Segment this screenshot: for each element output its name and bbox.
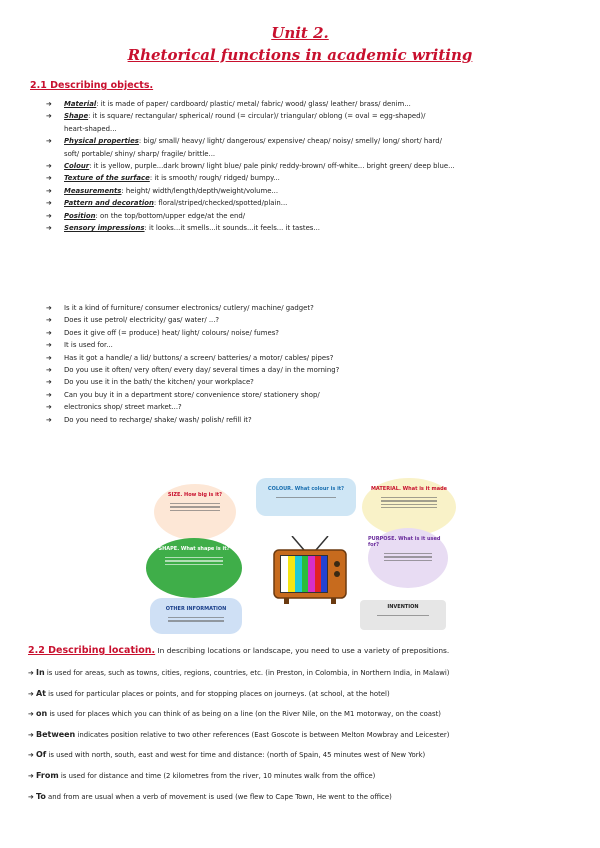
arrow-icon: ➔	[46, 403, 52, 412]
arrow-icon: ➔	[46, 353, 52, 362]
list-item	[28, 730, 583, 740]
arrow-icon: ➔	[46, 186, 52, 195]
purpose-bubble	[368, 528, 448, 588]
preposition-keyword: Between	[35, 729, 76, 739]
preposition-keyword: From	[35, 770, 59, 780]
arrow-icon: ➔	[46, 390, 52, 399]
arrow-icon: ➔	[28, 710, 36, 719]
list-item	[28, 668, 583, 678]
property-key: Pattern and decoration	[64, 199, 154, 208]
list-item	[46, 376, 576, 388]
arrow-icon: ➔	[46, 366, 52, 375]
question-text: electronics shop/ street market...?	[64, 403, 182, 412]
invention-label: INVENTION	[387, 604, 419, 610]
arrow-icon: ➔	[46, 415, 52, 424]
property-text: : big/ small/ heavy/ light/ dangerous/ expensive/ cheap/ noisy/ smelly/ long/ short/ hard/	[138, 137, 442, 146]
question-text: It is used for...	[64, 341, 113, 350]
arrow-icon: ➔	[46, 112, 52, 121]
preposition-text: is used for areas, such as towns, cities, regions, countries, etc. (in Preston, in Colombia, in Northern India, in Malawi)	[44, 669, 450, 677]
television-icon	[270, 536, 350, 606]
property-text: : floral/striped/checked/spotted/plain...	[153, 199, 288, 208]
arrow-icon: ➔	[28, 730, 36, 739]
describing-objects-diagram	[146, 476, 458, 634]
question-text: Do you need to recharge/ shake/ wash/ polish/ refill it?	[64, 415, 252, 424]
invention-bubble	[360, 600, 446, 630]
arrow-icon: ➔	[28, 771, 36, 780]
arrow-icon: ➔	[46, 100, 52, 108]
property-key: Texture of the surface	[64, 174, 150, 183]
section-heading-objects: 2.1 Describing objects.	[30, 80, 154, 91]
arrow-icon: ➔	[46, 341, 52, 350]
location-intro	[28, 645, 588, 656]
preposition-keyword: on	[35, 709, 48, 719]
question-text: Does it use petrol/ electricity/ gas/ water/ ...?	[64, 316, 220, 325]
list-item	[46, 185, 576, 197]
list-item	[46, 339, 576, 351]
colour-bubble	[256, 478, 356, 516]
arrow-icon: ➔	[28, 792, 36, 801]
property-text: : it is yellow, purple...dark brown/ light blue/ pale pink/ reddy-brown/ off-white... bright green/ deep blue...	[89, 162, 455, 171]
arrow-icon: ➔	[28, 689, 36, 698]
list-item	[28, 771, 583, 781]
preposition-keyword: To	[35, 791, 46, 801]
property-text: : it looks...it smells...it sounds...it feels... it tastes...	[144, 224, 320, 233]
object-properties-list	[46, 98, 576, 234]
material-label: MATERIAL. What is it made	[370, 486, 448, 492]
list-item	[46, 302, 576, 314]
list-item	[46, 135, 576, 147]
question-text: Can you buy it in a department store/ convenience store/ stationery shop/	[64, 390, 320, 399]
preposition-text: is used with north, south, east and west for time and distance: (north of Spain, 45 minutes west of New York)	[46, 751, 426, 760]
list-item	[28, 792, 583, 802]
other-info-label: OTHER INFORMATION	[165, 606, 227, 612]
property-key: Material	[64, 100, 97, 108]
preposition-text: is used for places which you can think of as being on a line (on the River Nile, on the M1 motorway, on the coast)	[47, 710, 441, 719]
property-text: heart-shaped...	[64, 124, 117, 133]
question-text: Do you use it often/ very often/ every day/ several times a day/ in the morning?	[64, 366, 340, 375]
preposition-keyword: In	[35, 668, 45, 677]
arrow-icon: ➔	[46, 378, 52, 387]
arrow-icon: ➔	[46, 174, 52, 183]
preposition-text: indicates position relative to two other references (East Goscote is between Melton Mowbray and Leicester)	[75, 730, 450, 739]
unit-subtitle: Rhetorical functions in academic writing	[127, 46, 473, 64]
question-text: Is it a kind of furniture/ consumer electronics/ cutlery/ machine/ gadget?	[64, 304, 314, 312]
property-key: Colour	[64, 162, 90, 171]
unit-title: Unit 2.	[271, 24, 329, 42]
questions-list	[46, 302, 576, 426]
location-intro-text: In describing locations or landscape, you need to use a variety of prepositions.	[155, 646, 450, 655]
list-item	[46, 389, 576, 401]
property-text: : it is smooth/ rough/ ridged/ bumpy...	[149, 174, 280, 183]
property-key: Measurements	[64, 186, 122, 195]
arrow-icon: ➔	[46, 328, 52, 337]
size-label: SIZE. How big is it?	[167, 492, 223, 498]
arrow-icon: ➔	[46, 137, 52, 146]
property-text: : it is made of paper/ cardboard/ plastic/ metal/ fabric/ wood/ glass/ leather/ brass/ denim...	[96, 100, 411, 108]
list-item	[28, 750, 583, 760]
section-heading-location: 2.2 Describing location.	[28, 645, 156, 656]
other-info-bubble	[150, 598, 242, 634]
question-text: Has it got a handle/ a lid/ buttons/ a screen/ batteries/ a motor/ cables/ pipes?	[64, 353, 334, 362]
shape-bubble	[146, 538, 242, 598]
list-item	[28, 689, 583, 699]
arrow-icon: ➔	[46, 162, 52, 171]
list-item	[46, 148, 576, 160]
shape-label: SHAPE. What shape is it?	[158, 546, 230, 552]
property-text: : height/ width/length/depth/weight/volume...	[121, 186, 279, 195]
arrow-icon: ➔	[46, 224, 52, 233]
property-key: Position	[64, 211, 96, 220]
list-item	[46, 123, 576, 135]
preposition-text: is used for distance and time (2 kilometres from the river, 10 minutes walk from the office)	[58, 771, 376, 780]
arrow-icon: ➔	[46, 211, 52, 220]
preposition-text: is used for particular places or points, and for stopping places on journeys. (at school, at the hotel)	[45, 689, 390, 698]
arrow-icon: ➔	[28, 669, 36, 677]
arrow-icon: ➔	[28, 751, 36, 760]
purpose-label: PURPOSE. What is it used for?	[368, 536, 441, 548]
list-item	[46, 401, 576, 413]
arrow-icon: ➔	[46, 199, 52, 208]
preposition-text: and from are usual when a verb of movement is used (we flew to Cape Town, He went to the office)	[45, 792, 392, 801]
colour-label: COLOUR. What colour is it?	[267, 486, 345, 492]
preposition-keyword: Of	[35, 750, 47, 760]
list-item	[28, 709, 583, 719]
property-key: Physical properties	[64, 137, 139, 146]
prepositions-list	[28, 668, 583, 812]
arrow-icon: ➔	[46, 316, 52, 325]
list-item	[46, 364, 576, 376]
list-item	[46, 172, 576, 184]
list-item	[46, 414, 576, 426]
list-item	[46, 110, 576, 122]
list-item	[46, 352, 576, 364]
size-bubble	[154, 484, 236, 540]
list-item	[46, 210, 576, 222]
preposition-keyword: At	[35, 688, 46, 698]
list-item	[46, 160, 576, 172]
list-item	[46, 98, 576, 110]
property-key: Sensory impressions	[64, 224, 145, 233]
property-text: : it is square/ rectangular/ spherical/ round (= circular)/ triangular/ oblong (= oval = egg-shaped)/	[88, 112, 426, 121]
property-text: : on the top/bottom/upper edge/at the end/	[95, 211, 246, 220]
list-item	[46, 197, 576, 209]
question-text: Do you use it in the bath/ the kitchen/ your workplace?	[64, 378, 254, 387]
property-key: Shape	[64, 112, 89, 121]
question-text: Does it give off (= produce) heat/ light/ colours/ noise/ fumes?	[64, 328, 279, 337]
arrow-icon: ➔	[46, 304, 52, 312]
list-item	[46, 314, 576, 326]
property-text: soft/ portable/ shiny/ sharp/ fragile/ brittle...	[64, 149, 216, 158]
list-item	[46, 327, 576, 339]
list-item	[46, 222, 576, 234]
